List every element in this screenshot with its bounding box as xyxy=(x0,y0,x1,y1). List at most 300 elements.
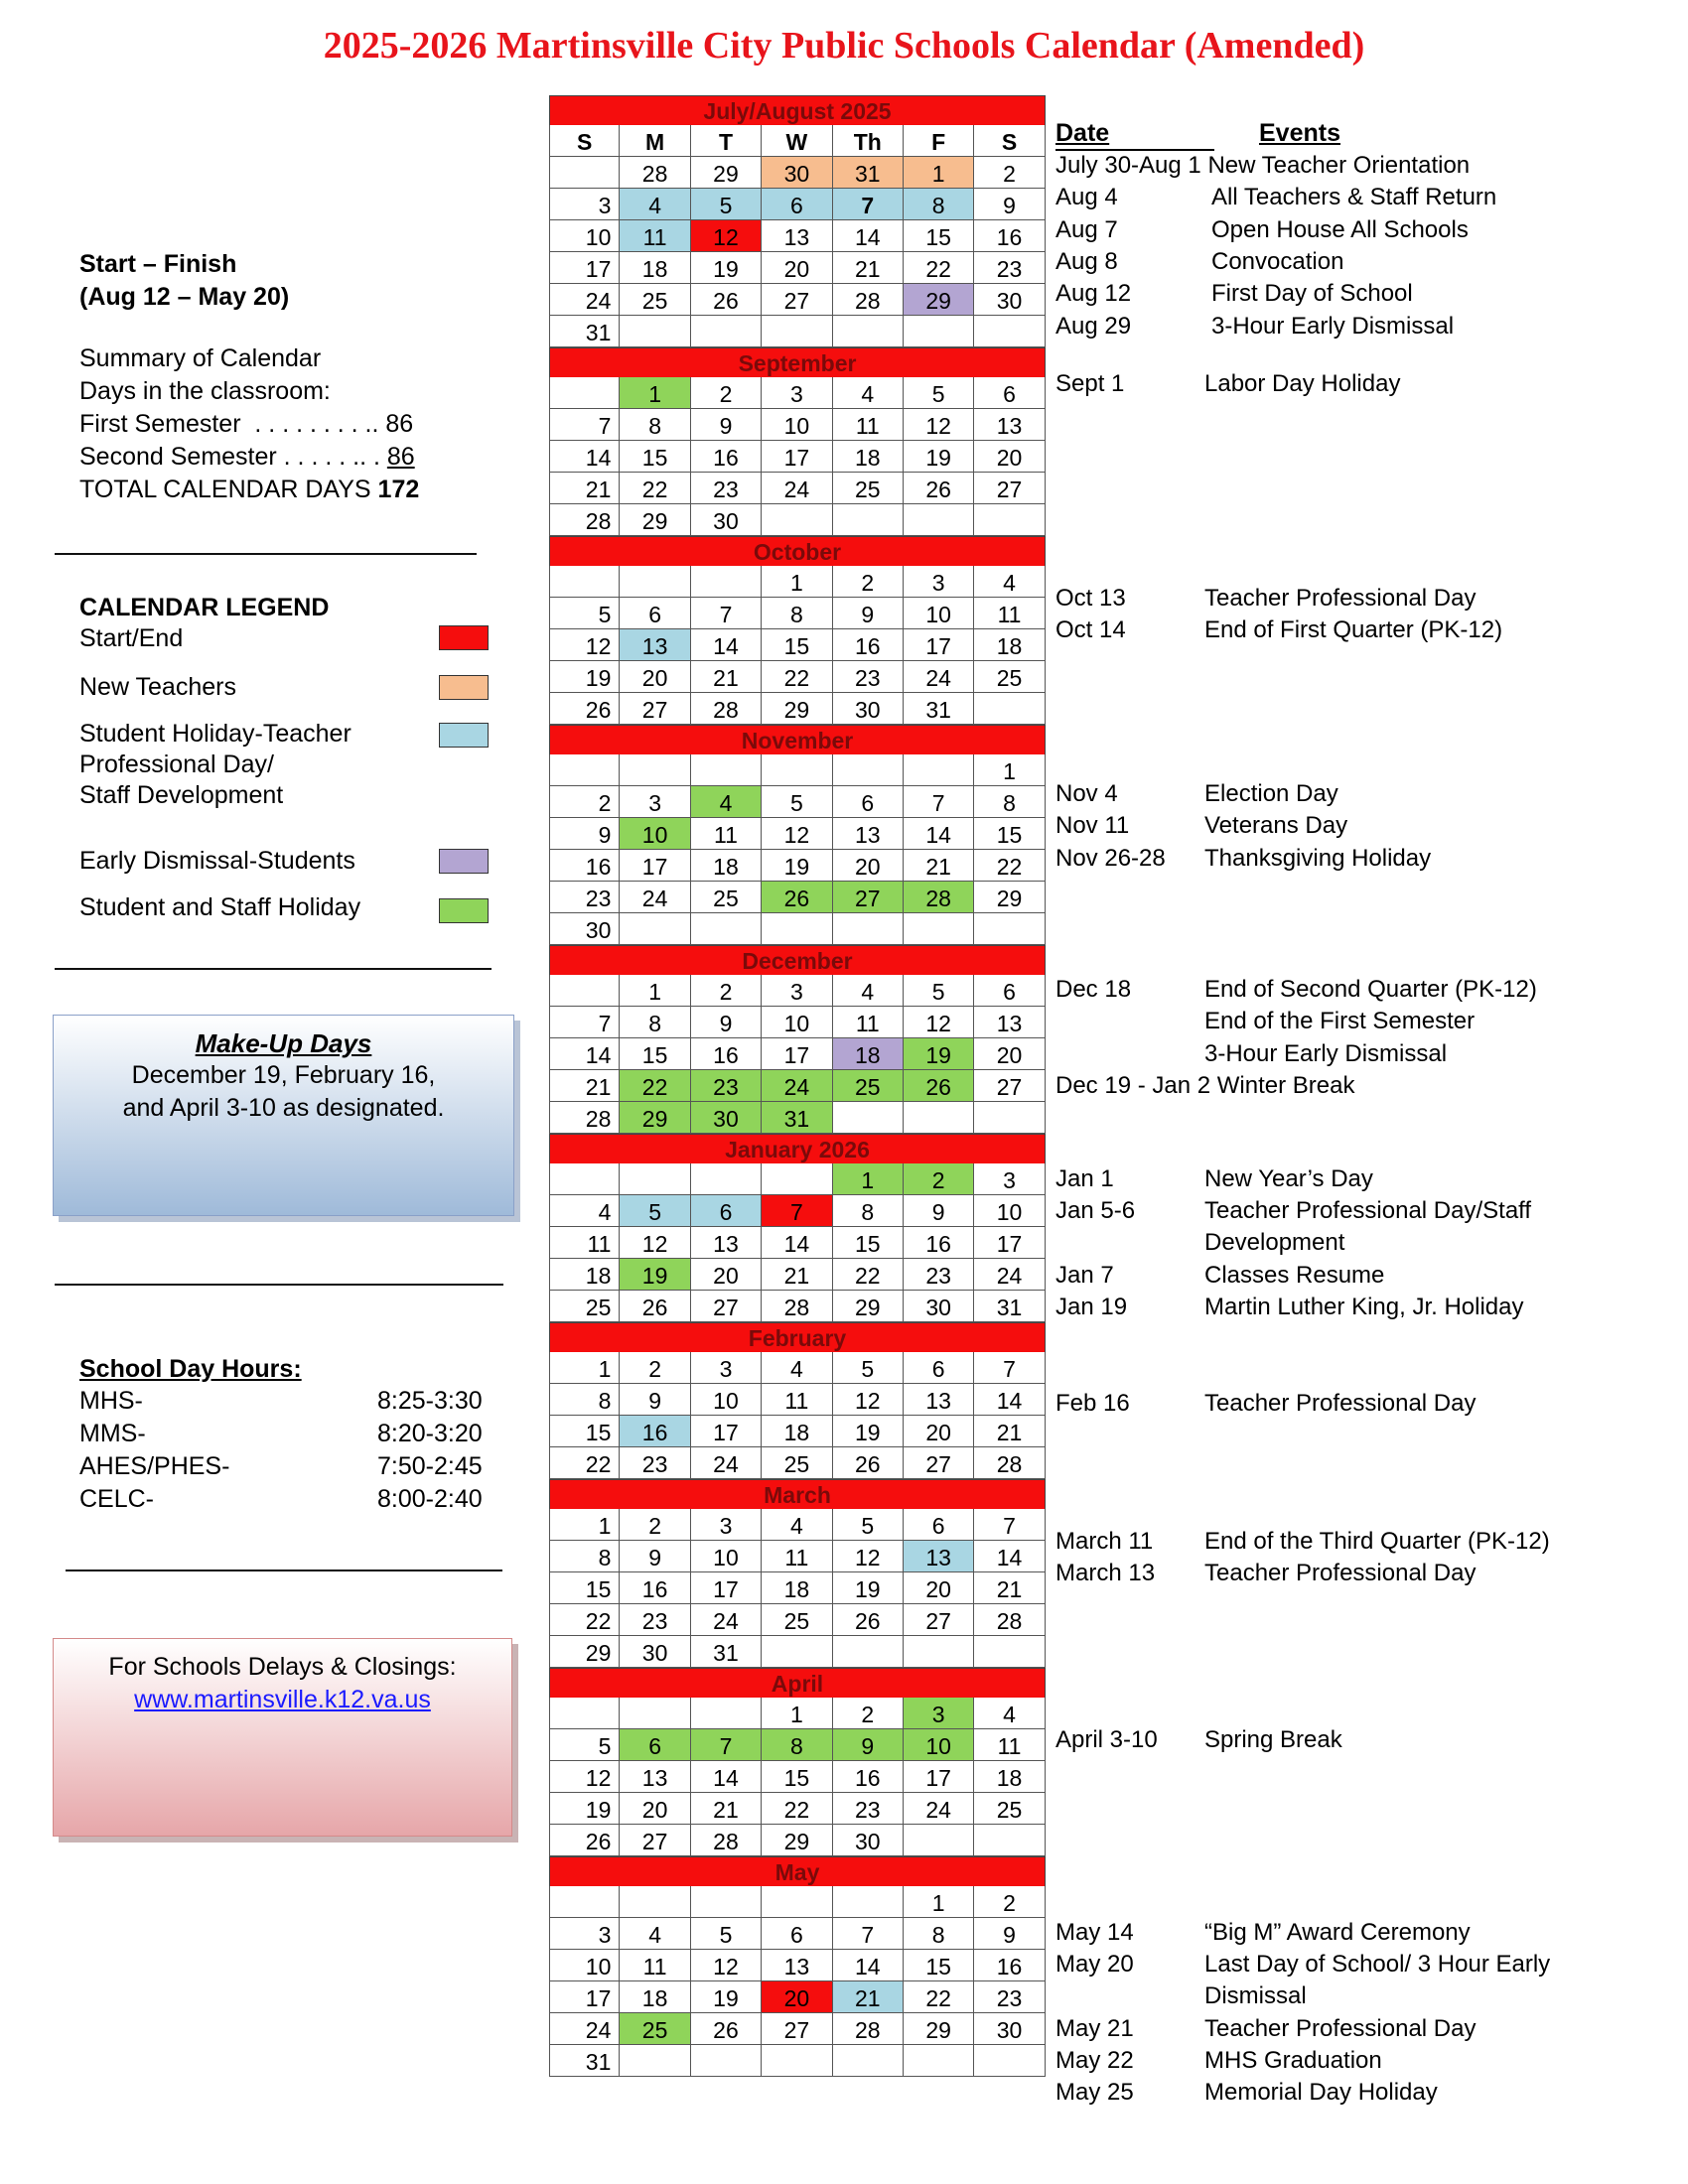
day-cell: 29 xyxy=(904,2013,974,2045)
day-cell: 5 xyxy=(762,786,832,818)
makeup-days-line-2: and April 3-10 as designated. xyxy=(122,1094,445,1122)
event-date: May 25 xyxy=(1055,2079,1134,2107)
events-header-events: Events xyxy=(1259,119,1340,147)
day-cell: 12 xyxy=(833,1384,904,1416)
day-cell: 13 xyxy=(974,409,1045,441)
first-semester-days: 86 xyxy=(385,410,414,438)
makeup-days-line-1: December 19, February 16, xyxy=(131,1061,436,1089)
week-row xyxy=(549,157,1046,189)
empty-day-cell xyxy=(974,2045,1045,2077)
day-cell: 8 xyxy=(620,409,690,441)
day-cell: 12 xyxy=(904,409,974,441)
empty-day-cell xyxy=(762,754,832,786)
day-cell: 24 xyxy=(904,661,974,693)
day-cell: 9 xyxy=(620,1384,690,1416)
empty-day-cell xyxy=(620,1698,690,1729)
day-cell: 4 xyxy=(833,975,904,1007)
day-cell: 22 xyxy=(549,1604,620,1636)
empty-day-cell xyxy=(691,754,762,786)
day-cell: 15 xyxy=(549,1572,620,1604)
day-cell: 19 xyxy=(833,1572,904,1604)
day-cell: 20 xyxy=(691,1259,762,1291)
day-cell: 27 xyxy=(974,473,1045,504)
day-cell: 20 xyxy=(762,252,832,284)
empty-day-cell xyxy=(762,316,832,347)
day-cell: 29 xyxy=(620,504,690,536)
day-cell: 6 xyxy=(762,1918,832,1950)
weekday-header: W xyxy=(762,125,832,157)
event-date: Aug 7 xyxy=(1055,215,1118,243)
empty-day-cell xyxy=(620,913,690,945)
day-cell: 18 xyxy=(549,1259,620,1291)
day-cell: 11 xyxy=(762,1541,832,1572)
closings-link[interactable]: www.martinsville.k12.va.us xyxy=(134,1686,431,1713)
day-cell: 23 xyxy=(549,882,620,913)
first-semester-label: First Semester . . . . . . . . .. xyxy=(79,410,386,438)
day-cell: 14 xyxy=(691,629,762,661)
event-date: March 13 xyxy=(1055,1559,1156,1586)
hours-time: 8:25-3:30 xyxy=(377,1387,483,1415)
day-cell: 30 xyxy=(974,284,1045,316)
day-cell: 8 xyxy=(549,1384,620,1416)
day-cell: 17 xyxy=(620,850,690,882)
event-date: Nov 11 xyxy=(1055,812,1130,840)
empty-day-cell xyxy=(620,1886,690,1918)
empty-day-cell xyxy=(974,693,1045,725)
day-cell: 5 xyxy=(904,975,974,1007)
event-text: 3-Hour Early Dismissal xyxy=(1204,1039,1448,1067)
empty-day-cell xyxy=(904,316,974,347)
day-cell: 14 xyxy=(549,1038,620,1070)
empty-day-cell xyxy=(762,504,832,536)
school-hours-title: School Day Hours: xyxy=(79,1355,302,1383)
event-date: Oct 13 xyxy=(1055,585,1126,613)
legend-early-dismissal-swatch xyxy=(439,849,489,874)
day-cell: 18 xyxy=(762,1572,832,1604)
day-cell: 24 xyxy=(762,1070,832,1102)
day-cell: 12 xyxy=(762,818,832,850)
event-date: Jan 7 xyxy=(1055,1261,1114,1289)
week-row xyxy=(549,1163,1046,1195)
event-text: Open House All Schools xyxy=(1211,215,1469,243)
day-cell: 25 xyxy=(620,284,690,316)
empty-day-cell xyxy=(833,2045,904,2077)
day-cell: 10 xyxy=(549,1950,620,1981)
day-cell: 21 xyxy=(691,661,762,693)
day-cell: 27 xyxy=(691,1291,762,1322)
day-cell: 3 xyxy=(691,1352,762,1384)
day-cell: 7 xyxy=(974,1509,1045,1541)
weekday-header: F xyxy=(904,125,974,157)
day-cell: 13 xyxy=(904,1384,974,1416)
day-cell: 19 xyxy=(549,1793,620,1825)
day-cell: 14 xyxy=(549,441,620,473)
empty-day-cell xyxy=(974,1636,1045,1668)
day-cell: 8 xyxy=(833,1195,904,1227)
week-row xyxy=(549,1227,1046,1259)
day-cell: 3 xyxy=(620,786,690,818)
week-row xyxy=(549,1572,1046,1604)
week-row xyxy=(549,1038,1046,1070)
empty-day-cell xyxy=(691,2045,762,2077)
closings-box xyxy=(53,1638,512,1837)
day-cell: 9 xyxy=(974,1918,1045,1950)
week-row xyxy=(549,441,1046,473)
event-text: End of First Quarter (PK-12) xyxy=(1204,616,1503,644)
day-cell: 26 xyxy=(549,1825,620,1856)
week-row xyxy=(549,882,1046,913)
day-cell: 11 xyxy=(691,818,762,850)
day-cell: 10 xyxy=(762,409,832,441)
day-cell: 1 xyxy=(833,1163,904,1195)
month-header: October xyxy=(549,536,1046,566)
week-row xyxy=(549,284,1046,316)
event-text: Last Day of School/ 3 Hour Early xyxy=(1204,1951,1551,1979)
day-cell: 23 xyxy=(833,1793,904,1825)
day-cell: 21 xyxy=(762,1259,832,1291)
empty-day-cell xyxy=(904,1825,974,1856)
month-header: April xyxy=(549,1668,1046,1698)
closings-label: For Schools Delays & Closings: xyxy=(108,1653,457,1681)
week-row xyxy=(549,1259,1046,1291)
day-cell: 12 xyxy=(691,220,762,252)
hours-time: 8:00-2:40 xyxy=(377,1485,483,1513)
day-cell: 19 xyxy=(691,1981,762,2013)
day-cell: 17 xyxy=(691,1572,762,1604)
day-cell: 1 xyxy=(620,975,690,1007)
event-text: End of Second Quarter (PK-12) xyxy=(1204,976,1537,1004)
week-row xyxy=(549,1352,1046,1384)
day-cell: 19 xyxy=(620,1259,690,1291)
day-cell: 3 xyxy=(549,1918,620,1950)
day-cell: 4 xyxy=(620,1918,690,1950)
day-cell: 1 xyxy=(904,1886,974,1918)
day-cell: 20 xyxy=(762,1981,832,2013)
makeup-days-title: Make-Up Days xyxy=(195,1028,372,1058)
day-cell: 22 xyxy=(549,1447,620,1479)
day-cell: 3 xyxy=(549,189,620,220)
day-cell: 18 xyxy=(691,850,762,882)
empty-day-cell xyxy=(904,2045,974,2077)
day-cell: 5 xyxy=(549,1729,620,1761)
day-cell: 31 xyxy=(549,316,620,347)
day-cell: 23 xyxy=(833,661,904,693)
hours-school: AHES/PHES- xyxy=(79,1452,230,1480)
week-row xyxy=(549,2013,1046,2045)
day-cell: 5 xyxy=(691,189,762,220)
event-date: Aug 4 xyxy=(1055,184,1118,211)
day-cell: 1 xyxy=(620,377,690,409)
day-cell: 6 xyxy=(620,1729,690,1761)
day-cell: 13 xyxy=(691,1227,762,1259)
day-cell: 28 xyxy=(833,284,904,316)
day-cell: 27 xyxy=(974,1070,1045,1102)
weekday-header: M xyxy=(620,125,690,157)
day-cell: 10 xyxy=(904,1729,974,1761)
day-cell: 2 xyxy=(549,786,620,818)
event-date: Sept 1 xyxy=(1055,369,1125,397)
day-cell: 19 xyxy=(904,1038,974,1070)
hours-school: CELC- xyxy=(79,1485,155,1513)
day-cell: 28 xyxy=(974,1604,1045,1636)
day-cell: 13 xyxy=(620,629,690,661)
day-cell: 11 xyxy=(620,220,690,252)
day-cell: 1 xyxy=(974,754,1045,786)
day-cell: 25 xyxy=(620,2013,690,2045)
day-cell: 11 xyxy=(549,1227,620,1259)
day-cell: 8 xyxy=(974,786,1045,818)
day-cell: 14 xyxy=(833,220,904,252)
day-cell: 6 xyxy=(904,1352,974,1384)
day-cell: 22 xyxy=(762,661,832,693)
hours-school: MHS- xyxy=(79,1387,143,1415)
day-cell: 25 xyxy=(691,882,762,913)
day-cell: 7 xyxy=(549,1007,620,1038)
week-row xyxy=(549,566,1046,598)
day-cell: 23 xyxy=(974,1981,1045,2013)
event-date: May 20 xyxy=(1055,1951,1134,1979)
day-cell: 7 xyxy=(904,786,974,818)
event-text: New Year’s Day xyxy=(1204,1164,1373,1192)
event-date: May 22 xyxy=(1055,2046,1134,2074)
day-cell: 15 xyxy=(904,220,974,252)
events-header-date: Date xyxy=(1055,119,1110,147)
day-cell: 25 xyxy=(833,1070,904,1102)
day-cell: 17 xyxy=(549,252,620,284)
day-cell: 7 xyxy=(833,1918,904,1950)
day-cell: 4 xyxy=(549,1195,620,1227)
event-text: New Teacher Orientation xyxy=(1207,152,1471,179)
day-cell: 29 xyxy=(620,1102,690,1134)
day-cell: 25 xyxy=(833,473,904,504)
day-cell: 27 xyxy=(904,1604,974,1636)
empty-day-cell xyxy=(620,2045,690,2077)
empty-day-cell xyxy=(904,1636,974,1668)
day-cell: 31 xyxy=(549,2045,620,2077)
empty-day-cell xyxy=(691,913,762,945)
second-semester-label: Second Semester . . . . . .. . xyxy=(79,443,387,471)
week-row xyxy=(549,818,1046,850)
empty-day-cell xyxy=(833,504,904,536)
day-cell: 27 xyxy=(762,2013,832,2045)
day-cell: 1 xyxy=(762,1698,832,1729)
day-cell: 21 xyxy=(549,1070,620,1102)
event-text: Convocation xyxy=(1211,247,1344,275)
legend-new-teachers-label: New Teachers xyxy=(79,673,236,701)
day-cell: 1 xyxy=(904,157,974,189)
day-cell: 14 xyxy=(691,1761,762,1793)
day-cell: 26 xyxy=(762,882,832,913)
day-cell: 28 xyxy=(762,1291,832,1322)
day-cell: 4 xyxy=(620,189,690,220)
day-cell: 2 xyxy=(974,157,1045,189)
day-cell: 2 xyxy=(691,975,762,1007)
day-cell: 26 xyxy=(833,1447,904,1479)
empty-day-cell xyxy=(691,1698,762,1729)
empty-day-cell xyxy=(974,913,1045,945)
weekday-header: Th xyxy=(833,125,904,157)
event-text: First Day of School xyxy=(1211,280,1413,308)
day-cell: 15 xyxy=(620,1038,690,1070)
page-title: 2025-2026 Martinsville City Public Schools Calendar (Amended) xyxy=(323,25,1365,67)
day-cell: 19 xyxy=(549,661,620,693)
day-cell: 4 xyxy=(762,1509,832,1541)
day-cell: 22 xyxy=(620,1070,690,1102)
month-header: May xyxy=(549,1856,1046,1886)
legend-start-end-label: Start/End xyxy=(79,624,184,652)
day-cell: 8 xyxy=(620,1007,690,1038)
day-cell: 27 xyxy=(833,882,904,913)
event-date: Aug 29 xyxy=(1055,312,1132,340)
day-cell: 5 xyxy=(691,1918,762,1950)
week-row xyxy=(549,1291,1046,1322)
event-text: Veterans Day xyxy=(1204,812,1348,840)
empty-day-cell xyxy=(833,1102,904,1134)
makeup-days-box xyxy=(53,1015,514,1216)
day-cell: 16 xyxy=(691,1038,762,1070)
week-row xyxy=(549,1070,1046,1102)
legend-holiday-swatch xyxy=(439,898,489,923)
day-cell: 23 xyxy=(691,1070,762,1102)
day-cell: 7 xyxy=(762,1195,832,1227)
week-row xyxy=(549,1729,1046,1761)
event-date: July 30-Aug 1 xyxy=(1055,152,1201,179)
day-cell: 6 xyxy=(904,1509,974,1541)
day-cell: 29 xyxy=(762,693,832,725)
day-cell: 12 xyxy=(549,1761,620,1793)
event-text: Classes Resume xyxy=(1204,1261,1385,1289)
empty-day-cell xyxy=(904,1102,974,1134)
empty-day-cell xyxy=(833,754,904,786)
day-cell: 15 xyxy=(620,441,690,473)
day-cell: 27 xyxy=(620,693,690,725)
day-cell: 24 xyxy=(974,1259,1045,1291)
empty-day-cell xyxy=(974,504,1045,536)
day-cell: 9 xyxy=(549,818,620,850)
week-row xyxy=(549,252,1046,284)
empty-day-cell xyxy=(762,1163,832,1195)
start-finish-dates: (Aug 12 – May 20) xyxy=(79,283,290,311)
event-text: MHS Graduation xyxy=(1204,2046,1382,2074)
day-cell: 30 xyxy=(620,1636,690,1668)
week-row xyxy=(549,2045,1046,2077)
day-cell: 22 xyxy=(974,850,1045,882)
event-text: Election Day xyxy=(1204,780,1338,808)
day-cell: 23 xyxy=(904,1259,974,1291)
day-cell: 3 xyxy=(762,975,832,1007)
day-cell: 30 xyxy=(974,2013,1045,2045)
day-cell: 16 xyxy=(833,629,904,661)
day-cell: 3 xyxy=(691,1509,762,1541)
empty-day-cell xyxy=(691,566,762,598)
event-row xyxy=(1055,149,1688,182)
summary-subtitle: Days in the classroom: xyxy=(79,377,331,405)
second-semester-line xyxy=(79,441,415,474)
day-cell: 30 xyxy=(833,1825,904,1856)
day-cell: 9 xyxy=(974,189,1045,220)
day-cell: 10 xyxy=(762,1007,832,1038)
empty-day-cell xyxy=(691,1163,762,1195)
event-text: 3-Hour Early Dismissal xyxy=(1211,312,1455,340)
day-cell: 20 xyxy=(833,850,904,882)
day-cell: 20 xyxy=(904,1572,974,1604)
day-cell: 9 xyxy=(904,1195,974,1227)
event-date: Nov 26-28 xyxy=(1055,844,1166,872)
day-cell: 6 xyxy=(691,1195,762,1227)
day-cell: 5 xyxy=(620,1195,690,1227)
empty-day-cell xyxy=(833,316,904,347)
day-cell: 18 xyxy=(620,1981,690,2013)
day-cell: 7 xyxy=(691,1729,762,1761)
day-cell: 18 xyxy=(620,252,690,284)
day-cell: 28 xyxy=(691,693,762,725)
event-date: Jan 19 xyxy=(1055,1293,1128,1320)
day-cell: 20 xyxy=(974,441,1045,473)
day-cell: 22 xyxy=(833,1259,904,1291)
month-header: February xyxy=(549,1322,1046,1352)
day-cell: 18 xyxy=(833,1038,904,1070)
empty-day-cell xyxy=(549,1163,620,1195)
event-text: All Teachers & Staff Return xyxy=(1211,184,1497,211)
day-cell: 22 xyxy=(620,473,690,504)
day-cell: 29 xyxy=(762,1825,832,1856)
day-cell: 27 xyxy=(620,1825,690,1856)
event-text: Teacher Professional Day xyxy=(1204,1559,1477,1586)
empty-day-cell xyxy=(762,2045,832,2077)
week-row xyxy=(549,1950,1046,1981)
day-cell: 19 xyxy=(762,850,832,882)
week-row xyxy=(549,220,1046,252)
day-cell: 3 xyxy=(762,377,832,409)
day-cell: 26 xyxy=(904,473,974,504)
legend-prof-day-swatch xyxy=(439,723,489,748)
week-row xyxy=(549,1007,1046,1038)
day-cell: 20 xyxy=(620,1793,690,1825)
legend-new-teachers-swatch xyxy=(439,675,489,700)
event-text: Thanksgiving Holiday xyxy=(1204,844,1432,872)
month-header: December xyxy=(549,945,1046,975)
day-cell: 24 xyxy=(904,1793,974,1825)
event-text: Memorial Day Holiday xyxy=(1204,2079,1438,2107)
divider xyxy=(55,553,477,555)
week-row xyxy=(549,1604,1046,1636)
day-cell: 12 xyxy=(691,1950,762,1981)
day-cell: 26 xyxy=(691,2013,762,2045)
week-row xyxy=(549,661,1046,693)
total-days-line xyxy=(79,474,419,506)
day-cell: 25 xyxy=(974,661,1045,693)
day-cell: 27 xyxy=(762,284,832,316)
day-cell: 21 xyxy=(549,473,620,504)
week-row xyxy=(549,629,1046,661)
month-header: January 2026 xyxy=(549,1134,1046,1163)
day-cell: 12 xyxy=(620,1227,690,1259)
day-cell: 29 xyxy=(691,157,762,189)
week-row xyxy=(549,975,1046,1007)
event-text: Winter Break xyxy=(1216,1072,1355,1099)
weekday-header: T xyxy=(691,125,762,157)
day-cell: 21 xyxy=(974,1416,1045,1447)
day-cell: 31 xyxy=(691,1636,762,1668)
day-cell: 11 xyxy=(620,1950,690,1981)
day-cell: 2 xyxy=(974,1886,1045,1918)
event-date: Dec 19 - Jan 2 xyxy=(1055,1072,1211,1099)
week-row xyxy=(549,693,1046,725)
day-cell: 27 xyxy=(904,1447,974,1479)
day-cell: 6 xyxy=(833,786,904,818)
empty-day-cell xyxy=(549,1698,620,1729)
day-cell: 16 xyxy=(549,850,620,882)
